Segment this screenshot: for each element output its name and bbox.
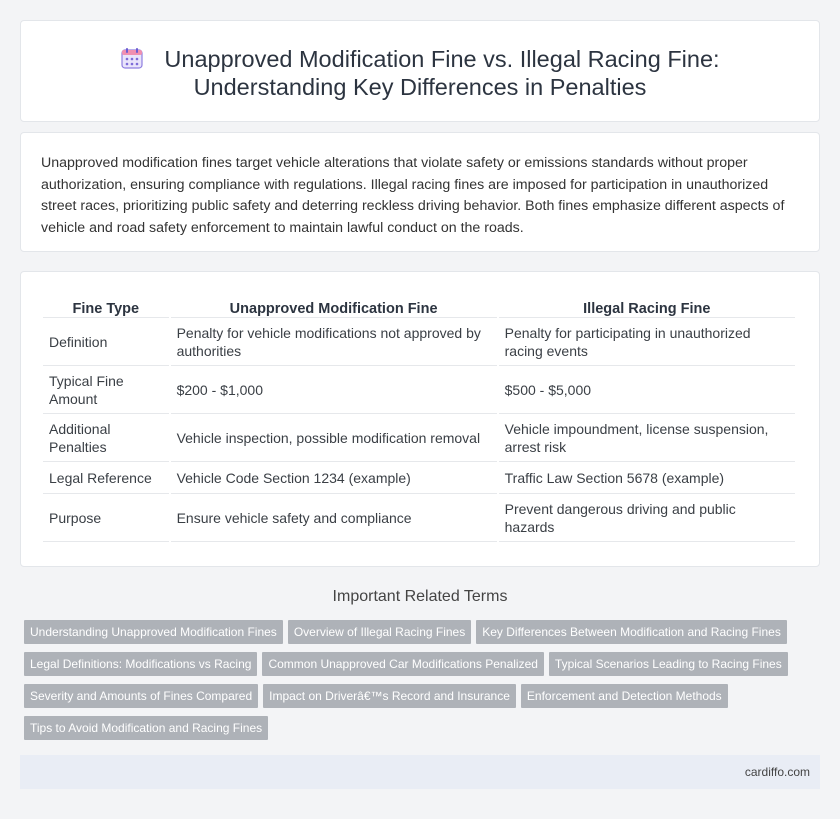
- row-label: Purpose: [43, 494, 169, 542]
- row-label: Legal Reference: [43, 462, 169, 494]
- footer-site-link[interactable]: cardiffo.com: [744, 765, 810, 779]
- table-row: [43, 414, 795, 462]
- header-unapproved-modification: Unapproved Modification Fine: [171, 294, 497, 318]
- related-term-tag[interactable]: Overview of Illegal Racing Fines: [288, 620, 471, 644]
- related-term-tag[interactable]: Severity and Amounts of Fines Compared: [24, 684, 258, 708]
- table-row: [43, 494, 795, 542]
- row-label: Typical Fine Amount: [43, 366, 169, 414]
- header-fine-type: Fine Type: [43, 294, 169, 318]
- page-title: [21, 45, 819, 101]
- related-term-tag[interactable]: Legal Definitions: Modifications vs Racing: [24, 652, 257, 676]
- table-row: [43, 318, 795, 366]
- row-label: Definition: [43, 318, 169, 366]
- cell-racing: Prevent dangerous driving and public hazards: [499, 494, 795, 542]
- cell-modification: Penalty for vehicle modifications not approved by authorities: [171, 318, 497, 366]
- title-card: [20, 20, 820, 122]
- table-header-row: [43, 294, 795, 318]
- related-terms-list: [24, 620, 814, 748]
- row-label: Additional Penalties: [43, 414, 169, 462]
- related-term-tag[interactable]: Understanding Unapproved Modification Fines: [24, 620, 283, 644]
- related-term-tag[interactable]: Enforcement and Detection Methods: [521, 684, 728, 708]
- related-term-tag[interactable]: Key Differences Between Modification and Racing Fines: [476, 620, 787, 644]
- cell-racing: Vehicle impoundment, license suspension, arrest risk: [499, 414, 795, 462]
- comparison-table: [41, 294, 797, 542]
- comparison-table-card: [20, 271, 820, 567]
- cell-modification: $200 - $1,000: [171, 366, 497, 414]
- header-illegal-racing: Illegal Racing Fine: [499, 294, 795, 318]
- cell-racing: Penalty for participating in unauthorized racing events: [499, 318, 795, 366]
- table-row: [43, 366, 795, 414]
- related-terms-heading: Important Related Terms: [332, 588, 508, 605]
- footer: [20, 755, 820, 789]
- cell-modification: Vehicle inspection, possible modification removal: [171, 414, 497, 462]
- related-term-tag[interactable]: Typical Scenarios Leading to Racing Fines: [549, 652, 788, 676]
- cell-racing: Traffic Law Section 5678 (example): [499, 462, 795, 494]
- related-term-tag[interactable]: Tips to Avoid Modification and Racing Fines: [24, 716, 268, 740]
- summary-text: Unapproved modification fines target vehicle alterations that violate safety or emissions standards without proper authorization, ensuring compliance with regulations. Illegal racing fines are imposed for participation in unauthorized street races, prioritizing public safety and deterring reckless driving behavior. Both fines emphasize different aspects of vehicle and road safety enforcement to maintain lawful conduct on the roads.: [41, 155, 785, 236]
- cell-modification: Vehicle Code Section 1234 (example): [171, 462, 497, 494]
- cell-racing: $500 - $5,000: [499, 366, 795, 414]
- related-term-tag[interactable]: Impact on Driverâ€™s Record and Insurance: [263, 684, 516, 708]
- table-row: [43, 462, 795, 494]
- title-line-2: Understanding Key Differences in Penalties: [193, 74, 647, 100]
- summary-card: [20, 132, 820, 252]
- related-term-tag[interactable]: Common Unapproved Car Modifications Penalized: [262, 652, 543, 676]
- cell-modification: Ensure vehicle safety and compliance: [171, 494, 497, 542]
- calendar-icon: [120, 46, 144, 70]
- title-line-1: Unapproved Modification Fine vs. Illegal Racing Fine:: [164, 46, 720, 72]
